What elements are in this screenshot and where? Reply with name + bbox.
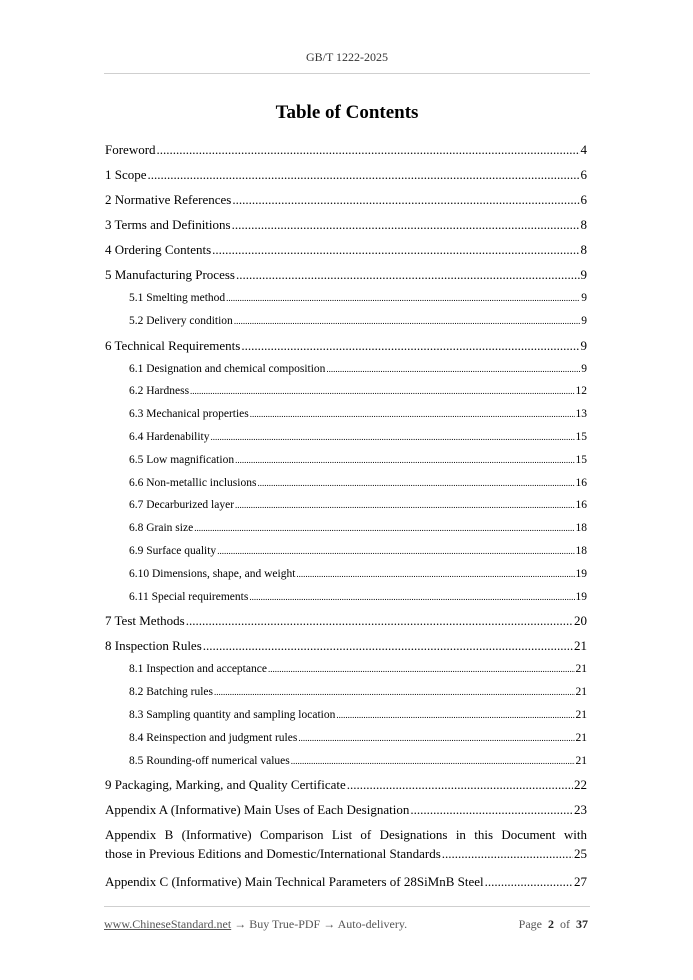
toc-entry-label: 8.2 Batching rules — [129, 686, 213, 699]
toc-entry-label: 8.1 Inspection and acceptance — [129, 663, 267, 676]
toc-subentry[interactable] — [105, 310, 587, 333]
header-divider — [104, 73, 590, 74]
toc-entry[interactable] — [105, 633, 587, 658]
toc-leader-dots — [226, 287, 580, 310]
page-number — [519, 917, 588, 932]
toc-leader-dots — [485, 869, 573, 894]
toc-leader-dots — [336, 704, 574, 727]
toc-leader-dots — [234, 310, 580, 333]
toc-entry-page: 15 — [575, 430, 587, 443]
page-current: 2 — [548, 917, 554, 931]
toc-subentry[interactable] — [105, 449, 587, 472]
toc-entry-page: 15 — [575, 453, 587, 466]
toc-entry-label: 6.3 Mechanical properties — [129, 408, 249, 421]
toc-entry-label: 8 Inspection Rules — [105, 638, 202, 654]
toc-leader-dots — [410, 797, 573, 822]
toc-subentry[interactable] — [105, 681, 587, 704]
toc-leader-dots — [190, 380, 574, 403]
toc-leader-dots — [232, 212, 580, 237]
toc-entry-label-line1: Appendix B (Informative) Comparison List of Designations in this Document with — [105, 827, 587, 843]
toc-entry-page: 6 — [580, 192, 587, 207]
toc-entry-label: 6.5 Low magnification — [129, 453, 235, 466]
toc-entry-page: 6 — [580, 167, 587, 182]
toc-leader-dots — [217, 540, 574, 563]
footer-divider — [104, 906, 590, 907]
toc-subentry[interactable] — [105, 586, 587, 609]
toc-leader-dots — [236, 262, 580, 287]
toc-entry-page: 21 — [574, 638, 587, 654]
toc-entry-page: 13 — [575, 408, 587, 421]
toc-leader-dots — [210, 426, 574, 449]
toc-leader-dots — [257, 472, 574, 495]
toc-entry-page: 21 — [575, 731, 587, 744]
toc-subentry[interactable] — [105, 358, 587, 381]
toc-entry-page: 18 — [575, 544, 587, 557]
toc-leader-dots — [148, 162, 580, 187]
toc-entry-page: 16 — [575, 476, 587, 489]
toc-entry-label: 5.2 Delivery condition — [129, 314, 233, 327]
toc-entry-label: 9 Packaging, Marking, and Quality Certificate — [105, 777, 346, 793]
toc-leader-dots — [241, 333, 579, 358]
toc-subentry[interactable] — [105, 287, 587, 310]
toc-entry-label: 6.9 Surface quality — [129, 544, 217, 557]
toc-leader-dots — [296, 563, 574, 586]
toc-entry-label: Appendix C (Informative) Main Technical Parameters of 28SiMnB Steel — [105, 874, 484, 890]
toc-entry-page: 16 — [575, 499, 587, 512]
toc-subentry[interactable] — [105, 426, 587, 449]
footer-tagline: → Buy True-PDF → Auto-delivery. — [231, 917, 408, 931]
toc-entry-page: 23 — [574, 802, 587, 818]
website-link[interactable]: www.ChineseStandard.net — [104, 917, 232, 931]
toc-leader-dots — [235, 449, 574, 472]
toc-entry-page: 9 — [581, 292, 587, 304]
toc-leader-dots — [249, 586, 574, 609]
toc-entry-page: 12 — [575, 385, 587, 398]
toc-entry[interactable] — [105, 212, 587, 237]
toc-subentry[interactable] — [105, 540, 587, 563]
toc-entry-label: 6.11 Special requirements — [129, 590, 249, 603]
footer-promo — [104, 917, 407, 932]
toc-entry-label: 1 Scope — [105, 167, 147, 182]
toc-entry[interactable] — [105, 869, 587, 894]
toc-entry[interactable] — [105, 137, 587, 162]
toc-entry[interactable] — [105, 822, 587, 869]
toc-entry-page: 20 — [574, 613, 587, 629]
toc-entry-label: Appendix A (Informative) Main Uses of Each Designation — [105, 802, 410, 818]
toc-leader-dots — [442, 844, 573, 863]
toc-subentry[interactable] — [105, 658, 587, 681]
page-footer — [104, 917, 588, 932]
toc-entry-label: 3 Terms and Definitions — [105, 217, 231, 232]
toc-leader-dots — [194, 517, 574, 540]
toc-leader-dots — [232, 187, 579, 212]
toc-entry-label-line2: those in Previous Editions and Domestic/International Standards — [105, 846, 441, 862]
page-total: 37 — [576, 917, 588, 931]
toc-entry-page: 19 — [575, 567, 587, 580]
toc-entry-label: 6.2 Hardness — [129, 385, 190, 398]
toc-subentry[interactable] — [105, 517, 587, 540]
page-of: of — [560, 917, 570, 931]
toc-leader-dots — [214, 681, 575, 704]
toc-entry-page: 9 — [580, 267, 587, 282]
toc-entry[interactable] — [105, 237, 587, 262]
toc-leader-dots — [291, 750, 575, 773]
toc-entry-page: 9 — [581, 362, 587, 375]
toc-entry[interactable] — [105, 608, 587, 633]
toc-entry[interactable] — [105, 772, 587, 797]
toc-entry-page: 19 — [575, 590, 587, 603]
toc-entry[interactable] — [105, 333, 587, 358]
toc-entry[interactable] — [105, 262, 587, 287]
toc-entry-page: 9 — [580, 337, 587, 353]
toc-leader-dots — [326, 358, 580, 381]
toc-entry-label: 6 Technical Requirements — [105, 337, 241, 353]
toc-subentry[interactable] — [105, 403, 587, 426]
toc-leader-dots — [268, 658, 575, 681]
toc-leader-dots — [347, 772, 573, 797]
toc-entry-label: 8.3 Sampling quantity and sampling location — [129, 708, 336, 721]
toc-entry-label: 2 Normative References — [105, 192, 232, 207]
toc-entry[interactable] — [105, 187, 587, 212]
toc-entry-label: Foreword — [105, 142, 156, 157]
toc-entry-page: 8 — [580, 217, 587, 232]
toc-entry-page: 21 — [575, 663, 587, 676]
toc-entry-label: 5.1 Smelting method — [129, 292, 226, 304]
toc-entry-label: 8.4 Reinspection and judgment rules — [129, 731, 298, 744]
toc-entry-page: 21 — [575, 686, 587, 699]
toc-entry-page: 8 — [580, 242, 587, 257]
toc-entry-label: 6.4 Hardenability — [129, 430, 210, 443]
toc-leader-dots — [186, 608, 573, 633]
toc-entry-page: 4 — [580, 142, 587, 157]
page-title: Table of Contents — [275, 102, 419, 123]
toc-leader-dots — [235, 494, 574, 517]
toc-subentry[interactable] — [105, 750, 587, 773]
toc-entry-page: 25 — [574, 846, 587, 862]
page-prefix: Page — [518, 917, 542, 931]
toc-leader-dots — [203, 633, 573, 658]
toc-leader-dots — [298, 727, 574, 750]
toc-entry-page: 27 — [574, 874, 587, 890]
toc-entry-label: 6.1 Designation and chemical composition — [129, 362, 326, 375]
toc-entry-label: 6.6 Non-metallic inclusions — [129, 476, 257, 489]
toc-leader-dots — [212, 237, 579, 262]
toc-leader-dots — [250, 403, 575, 426]
toc-entry-page: 21 — [575, 708, 587, 721]
table-of-contents — [105, 137, 587, 894]
toc-entry-page: 9 — [581, 314, 587, 327]
toc-entry-page: 21 — [575, 754, 587, 767]
toc-entry-label: 5 Manufacturing Process — [105, 267, 235, 282]
toc-leader-dots — [157, 137, 580, 162]
toc-entry-label: 8.5 Rounding-off numerical values — [129, 754, 290, 767]
toc-entry-page: 22 — [574, 777, 587, 793]
document-code-header: GB/T 1222-2025 — [305, 50, 389, 64]
toc-subentry[interactable] — [105, 727, 587, 750]
toc-entry-page: 18 — [575, 522, 587, 535]
toc-entry-label: 4 Ordering Contents — [105, 242, 212, 257]
toc-subentry[interactable] — [105, 704, 587, 727]
toc-entry-label: 6.7 Decarburized layer — [129, 499, 235, 512]
toc-entry-label: 6.10 Dimensions, shape, and weight — [129, 567, 296, 580]
toc-entry-label: 7 Test Methods — [105, 613, 185, 629]
toc-entry[interactable] — [105, 162, 587, 187]
toc-subentry[interactable] — [105, 494, 587, 517]
toc-entry-label: 6.8 Grain size — [129, 522, 194, 535]
toc-subentry[interactable] — [105, 563, 587, 586]
toc-subentry[interactable] — [105, 472, 587, 495]
toc-subentry[interactable] — [105, 380, 587, 403]
toc-entry[interactable] — [105, 797, 587, 822]
